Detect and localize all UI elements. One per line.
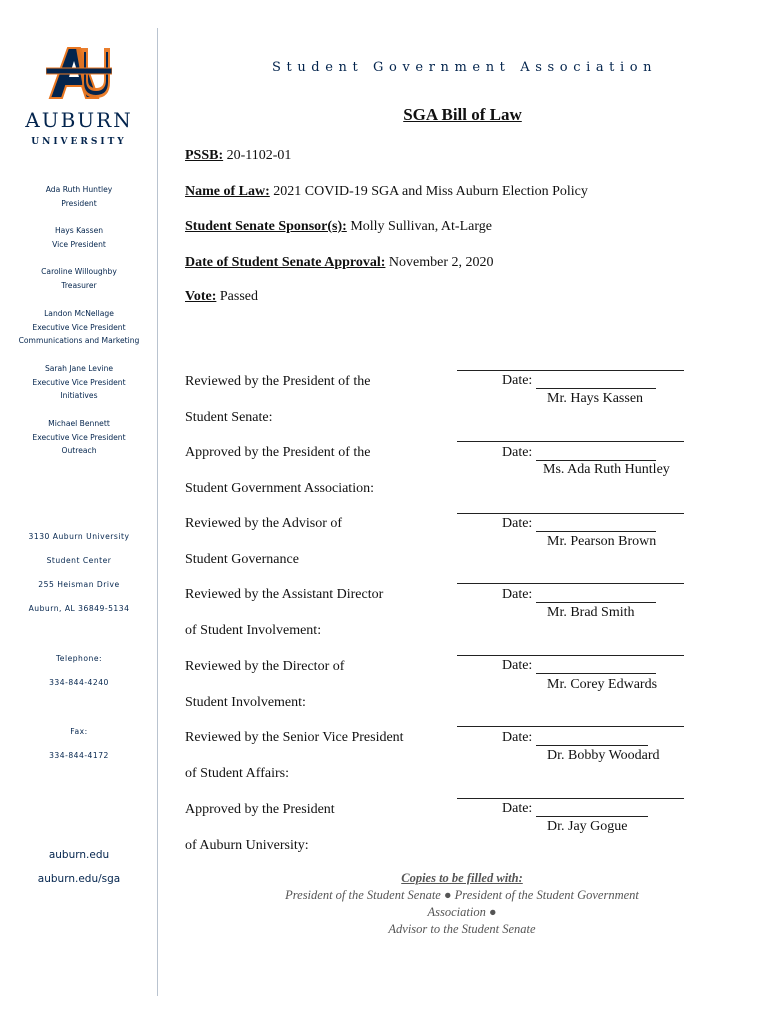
law-name-value: 2021 COVID-19 SGA and Miss Auburn Election Policy xyxy=(273,184,588,199)
officer-role: President xyxy=(61,198,97,208)
law-name-label: Name of Law: xyxy=(185,184,270,199)
date-label: Date: xyxy=(502,801,533,816)
review-label-line1: Reviewed by the Senior Vice President xyxy=(185,730,404,745)
website-link[interactable]: auburn.edu xyxy=(48,849,110,861)
signer-name: Mr. Hays Kassen xyxy=(547,391,644,406)
review-label-line2: of Auburn University: xyxy=(185,838,309,853)
signature-line[interactable] xyxy=(457,798,684,799)
copies-line: Advisor to the Student Senate xyxy=(388,922,536,936)
telephone-label: Telephone: xyxy=(55,654,103,663)
officer-role: Executive Vice President xyxy=(32,377,126,387)
signature-line[interactable] xyxy=(457,726,684,727)
date-line[interactable] xyxy=(536,745,648,746)
officer-role-detail: Initiatives xyxy=(60,391,98,400)
date-label: Date: xyxy=(502,445,533,460)
document-title: SGA Bill of Law xyxy=(403,105,522,124)
date-label: Date: xyxy=(502,658,533,673)
signature-line[interactable] xyxy=(457,513,684,514)
review-label-line2: Student Senate: xyxy=(185,410,273,425)
sponsor-label: Student Senate Sponsor(s): xyxy=(185,219,347,234)
review-label-line2: Student Governance xyxy=(185,552,299,567)
date-line[interactable] xyxy=(536,816,648,817)
date-line[interactable] xyxy=(536,388,656,389)
signature-line[interactable] xyxy=(457,655,684,656)
officer-president xyxy=(0,183,158,210)
sidebar-divider xyxy=(157,28,158,996)
review-label-line2: of Student Involvement: xyxy=(185,623,322,638)
officer-vice-president xyxy=(0,224,158,251)
copies-section xyxy=(262,870,662,938)
review-label-line1: Approved by the President xyxy=(185,802,335,817)
review-label-line2: Student Involvement: xyxy=(185,695,306,710)
officer-evp-initiatives xyxy=(0,362,158,403)
officer-role-detail: Communications and Marketing xyxy=(18,336,140,345)
wordmark-university: UNIVERSITY xyxy=(31,137,127,147)
officer-name: Michael Bennett xyxy=(48,419,110,428)
copies-line: Association ● xyxy=(427,905,497,919)
pssb-label: PSSB: xyxy=(185,148,224,163)
auburn-au-logo xyxy=(46,44,112,100)
address-line: Auburn, AL 36849-5134 xyxy=(28,604,130,613)
vote-value: Passed xyxy=(219,289,258,304)
review-label-line1: Reviewed by the Assistant Director xyxy=(185,587,384,602)
officer-name: Caroline Willoughby xyxy=(41,267,117,276)
officer-name: Landon McNellage xyxy=(44,309,114,318)
approval-date-label: Date of Student Senate Approval: xyxy=(185,255,386,270)
officer-evp-outreach xyxy=(0,417,158,458)
officer-role: Executive Vice President xyxy=(32,432,126,442)
pssb-field xyxy=(185,148,291,164)
date-label: Date: xyxy=(502,516,533,531)
officer-evp-communications xyxy=(0,307,158,348)
signer-name: Dr. Jay Gogue xyxy=(547,819,628,834)
review-label-line2: Student Government Association: xyxy=(185,481,374,496)
officer-name: Ada Ruth Huntley xyxy=(45,185,113,194)
letterhead-sidebar xyxy=(0,0,158,1024)
review-label-line1: Reviewed by the Director of xyxy=(185,659,345,674)
date-line[interactable] xyxy=(536,531,656,532)
vote-label: Vote: xyxy=(185,289,217,304)
signer-name: Mr. Corey Edwards xyxy=(547,677,658,692)
date-label: Date: xyxy=(502,587,533,602)
org-header: Student Government Association xyxy=(272,60,658,75)
officer-treasurer xyxy=(0,265,158,292)
date-line[interactable] xyxy=(536,602,656,603)
date-label: Date: xyxy=(502,373,533,388)
vote-field xyxy=(185,289,258,305)
signer-name: Mr. Pearson Brown xyxy=(547,534,657,549)
sponsor-field xyxy=(185,219,492,235)
signer-name: Ms. Ada Ruth Huntley xyxy=(543,462,670,477)
officer-role-detail: Outreach xyxy=(61,446,97,455)
telephone-number: 334-844-4240 xyxy=(49,678,109,687)
review-label-line1: Reviewed by the Advisor of xyxy=(185,516,343,531)
wordmark-auburn: AUBURN xyxy=(25,108,133,132)
signature-line[interactable] xyxy=(457,370,684,371)
officer-name: Hays Kassen xyxy=(54,226,104,235)
date-label: Date: xyxy=(502,730,533,745)
signature-line[interactable] xyxy=(457,583,684,584)
approval-date-field xyxy=(185,255,494,271)
address-line: 255 Heisman Drive xyxy=(38,580,120,589)
copies-heading: Copies to be filled with: xyxy=(401,871,523,885)
review-label-line1: Reviewed by the President of the xyxy=(185,374,371,389)
approval-date-value: November 2, 2020 xyxy=(388,255,494,270)
pssb-value: 20-1102-01 xyxy=(226,148,292,163)
address-line: Student Center xyxy=(46,556,112,565)
sponsor-value: Molly Sullivan, At-Large xyxy=(350,219,492,234)
address-line: 3130 Auburn University xyxy=(28,532,130,541)
officer-name: Sarah Jane Levine xyxy=(44,364,114,373)
website-sga-link[interactable]: auburn.edu/sga xyxy=(37,873,121,885)
date-line[interactable] xyxy=(536,673,656,674)
date-line[interactable] xyxy=(536,460,656,461)
officer-role: Executive Vice President xyxy=(32,322,126,332)
officer-role: Vice President xyxy=(52,239,106,249)
fax-number: 334-844-4172 xyxy=(49,751,109,760)
signer-name: Mr. Brad Smith xyxy=(547,605,635,620)
officer-role: Treasurer xyxy=(61,280,97,290)
review-label-line1: Approved by the President of the xyxy=(185,445,371,460)
copies-line: President of the Student Senate ● President of the Student Government xyxy=(285,888,639,902)
signature-line[interactable] xyxy=(457,441,684,442)
signer-name: Dr. Bobby Woodard xyxy=(547,748,660,763)
fax-label: Fax: xyxy=(70,727,88,736)
review-label-line2: of Student Affairs: xyxy=(185,766,289,781)
law-name-field xyxy=(185,184,588,200)
